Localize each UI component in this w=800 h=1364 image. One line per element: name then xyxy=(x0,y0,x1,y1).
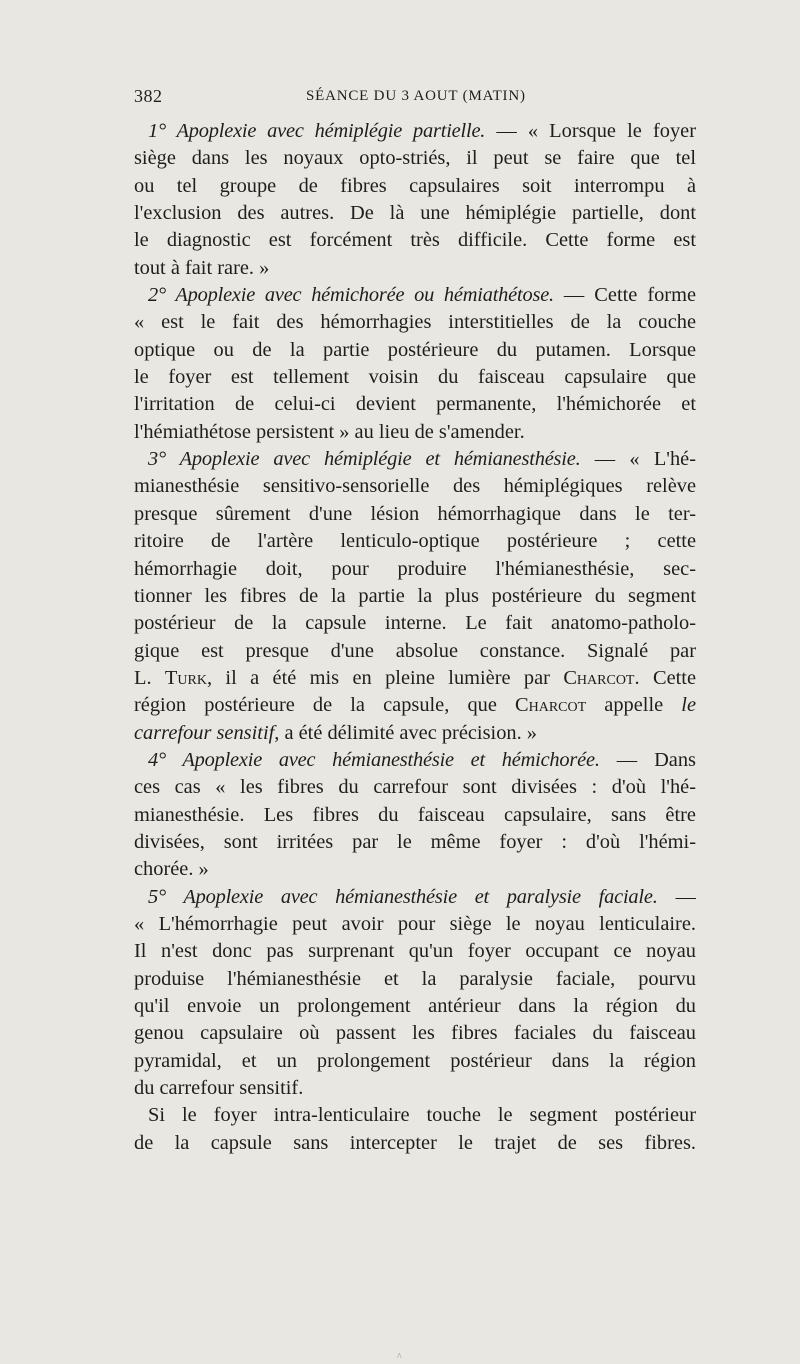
author-name-charcot: Charcot xyxy=(515,694,587,717)
running-head xyxy=(134,86,694,110)
text-line: Si le foyer intra-lenticulaire touche le segment postérieur xyxy=(148,1104,696,1127)
text-line: mianesthésie sensitivo-sensorielle des hémiplégiques relève xyxy=(134,475,696,498)
text-line: gique est presque d'une absolue constance. Signalé par xyxy=(134,639,696,662)
text-line: optique ou de la partie postérieure du putamen. Lorsque xyxy=(134,338,696,361)
author-name-turk: Turk xyxy=(164,666,207,689)
paragraph-4 xyxy=(134,747,696,884)
text-line: du carrefour sensitif. xyxy=(134,1077,304,1100)
text-line: ou tel groupe de fibres capsulaires soit interrompu à xyxy=(134,174,696,197)
body-text xyxy=(134,118,696,1157)
text-line: « L'hémorrhagie peut avoir pour siège le noyau lenticulaire. xyxy=(134,912,696,935)
text-line: L. Turk, il a été mis en pleine lumière par Charcot. Cette xyxy=(134,666,696,689)
text-line: presque sûrement d'une lésion hémorrhagique dans le ter- xyxy=(134,502,696,525)
page-number: 382 xyxy=(134,86,163,106)
text-line: 1° Apoplexie avec hémiplégie partielle. — « Lorsque le foyer xyxy=(148,120,696,142)
section-heading-2: 2° Apoplexie avec hémichorée ou hémiathétose. xyxy=(148,284,554,307)
section-heading-5: 5° Apoplexie avec hémianesthésie et paralysie faciale. xyxy=(148,885,658,908)
text-line: de la capsule sans intercepter le trajet de ses fibres. xyxy=(134,1131,696,1154)
text-line: siège dans les noyaux opto-striés, il peut se faire que tel xyxy=(134,147,696,170)
text-line: l'hémiathétose persistent » au lieu de s'amender. xyxy=(134,420,525,443)
text-line: qu'il envoie un prolongement antérieur dans la région du xyxy=(134,995,696,1017)
text-line: divisées, sont irritées par le même foyer : d'où l'hémi- xyxy=(134,830,696,853)
text-line: carrefour sensitif, a été délimité avec précision. » xyxy=(134,721,537,744)
text-line: ces cas « les fibres du carrefour sont divisées : d'où l'hé- xyxy=(134,776,696,799)
text-line: tionner les fibres de la partie la plus postérieure du segment xyxy=(134,584,696,607)
section-heading-4: 4° Apoplexie avec hémianesthésie et hémichorée. xyxy=(148,748,600,771)
text-line: 4° Apoplexie avec hémianesthésie et hémichorée. — Dans xyxy=(148,748,696,771)
text-line: région postérieure de la capsule, que Charcot appelle le xyxy=(134,694,696,717)
text-line: le diagnostic est forcément très difficile. Cette forme est xyxy=(134,229,696,252)
text-line: chorée. » xyxy=(134,858,209,881)
paragraph-6 xyxy=(134,1102,696,1157)
section-heading-3: 3° Apoplexie avec hémiplégie et hémianesthésie. xyxy=(148,448,581,471)
text-line: produise l'hémianesthésie et la paralysie faciale, pourvu xyxy=(134,967,696,990)
text-line: genou capsulaire où passent les fibres faciales du faisceau xyxy=(134,1022,696,1045)
bottom-mark: ^ xyxy=(397,1352,402,1363)
text-line: postérieur de la capsule interne. Le fait anatomo-patholo- xyxy=(134,612,696,635)
text-line: hémorrhagie doit, pour produire l'hémianesthésie, sec- xyxy=(134,557,696,580)
paragraph-2 xyxy=(134,282,696,446)
text-line: tout à fait rare. » xyxy=(134,256,270,279)
text-line: « est le fait des hémorrhagies interstitielles de la couche xyxy=(134,311,696,334)
paragraph-3 xyxy=(134,446,696,747)
text-line: 5° Apoplexie avec hémianesthésie et paralysie faciale. — xyxy=(148,885,696,908)
section-heading-1: 1° Apoplexie avec hémiplégie partielle. xyxy=(148,120,486,142)
paragraph-1 xyxy=(134,118,696,282)
italic-term: carrefour sensitif xyxy=(134,721,275,744)
text-line: l'irritation de celui-ci devient permanente, l'hémichorée et xyxy=(134,393,696,416)
text-line: 2° Apoplexie avec hémichorée ou hémiathétose. — Cette forme xyxy=(148,284,696,307)
author-name-charcot: Charcot xyxy=(563,666,635,689)
paragraph-5 xyxy=(134,884,696,1103)
text-line: ritoire de l'artère lenticulo-optique postérieure ; cette xyxy=(134,530,696,553)
text-line: mianesthésie. Les fibres du faisceau capsulaire, sans être xyxy=(134,803,696,826)
text-line: l'exclusion des autres. De là une hémiplégie partielle, dont xyxy=(134,202,696,225)
text-line: Il n'est donc pas surprenant qu'un foyer occupant ce noyau xyxy=(134,940,696,963)
text-line: 3° Apoplexie avec hémiplégie et hémianesthésie. — « L'hé- xyxy=(148,448,696,471)
text-line: le foyer est tellement voisin du faisceau capsulaire que xyxy=(134,366,696,389)
running-title: SÉANCE DU 3 AOUT (MATIN) xyxy=(306,88,526,104)
text-line: pyramidal, et un prolongement postérieur dans la région xyxy=(134,1049,696,1072)
